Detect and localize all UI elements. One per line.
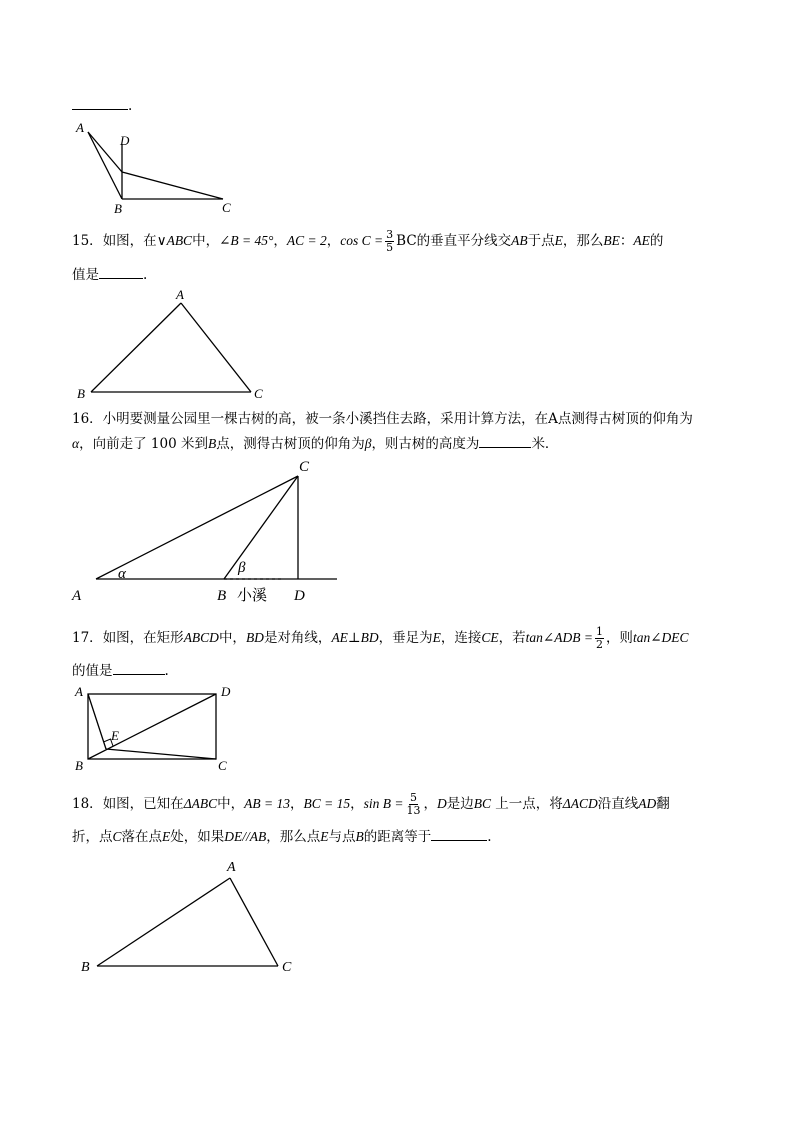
q17-fraction: $\frac{1}{2}$ (595, 625, 603, 651)
q16-label-d: D (294, 588, 305, 604)
q17-line2: 的值是 . (72, 660, 169, 680)
q14-seg-dc (122, 172, 223, 199)
q14-label-a: A (76, 120, 84, 135)
q16-label-c: C (299, 459, 310, 475)
q16-label-a: A (72, 588, 82, 604)
q14-label-c: C (222, 200, 231, 215)
q16-figure (60, 452, 360, 612)
q15-figure (70, 285, 290, 405)
q15-label-b: B (77, 386, 85, 401)
q17-label-d: D (221, 684, 231, 699)
q16-seg-ac (96, 476, 298, 579)
q18-label-a: A (227, 860, 236, 875)
q14-label-b: B (114, 201, 122, 216)
q16-label-stream: 小溪 (237, 588, 268, 604)
q15-fraction: $\frac{3}{5}$ (386, 228, 394, 254)
q18-fraction: $\frac{5}{13}$ (406, 791, 421, 817)
q16-line1: 16．小明要测量公园里一棵古树的高，被一条小溪挡住去路，采用计算方法，在A点测得古树顶的仰角为 (72, 411, 693, 427)
q17-label-a: A (75, 684, 83, 699)
q18-seg-ab (97, 878, 230, 966)
q15-line2: 值是 . (72, 264, 147, 284)
q15-seg-ac (181, 303, 251, 392)
q17-label-c: C (218, 758, 227, 773)
q16-label-b: B (217, 588, 227, 604)
q17-answer-blank[interactable] (113, 660, 165, 675)
q17-seg-ec (106, 749, 216, 759)
q15-label-a: A (176, 287, 184, 302)
q18-label-c: C (282, 960, 292, 975)
q16-label-beta: β (238, 560, 246, 576)
q15-seg-ab (91, 303, 181, 392)
q16-answer-blank[interactable] (479, 433, 531, 448)
q17-label-e: E (111, 728, 119, 743)
q15-line1: 15．如图，在∨ABC中，∠B = 45°，AC = 2，cos C = $\frac{3}{5}$ BC的垂直平分线交AB于点E，那么BE：AE的 (72, 228, 664, 254)
q14-label-d: D (120, 133, 130, 148)
q17-label-b: B (75, 758, 83, 773)
q17-figure (70, 682, 250, 777)
q16-line2: α，向前走了 100 米到B点，测得古树顶的仰角为β，则古树的高度为 米． (72, 433, 558, 453)
q18-answer-blank[interactable] (431, 826, 487, 841)
q18-seg-ac (230, 878, 278, 966)
q18-line2: 折，点C落在点E处，如果DE//AB，那么点E与点B的距离等于 . (72, 826, 492, 846)
q18-line1: 18．如图，已知在ΔABC中，AB = 13，BC = 15，sin B = $\frac{5}{13}$ ，D是边BC 上一点，将ΔACD沿直线AD翻 (72, 791, 670, 817)
q16-label-alpha: α (118, 566, 126, 582)
q18-figure (70, 850, 320, 985)
q14-figure (60, 118, 260, 218)
q15-answer-blank[interactable] (99, 264, 143, 279)
q17-seg-ae (88, 694, 106, 749)
q16-seg-bc (224, 476, 298, 579)
q18-label-b: B (81, 960, 90, 975)
q15-label-c: C (254, 386, 263, 401)
q14-answer-line: . (72, 95, 132, 115)
q17-line1: 17．如图，在矩形ABCD中，BD是对角线，AE⊥BD，垂足为E，连接CE，若tan∠ADB = $\frac{1}{2}$ ，则tan∠DEC (72, 625, 689, 651)
q14-answer-blank[interactable] (72, 95, 128, 110)
